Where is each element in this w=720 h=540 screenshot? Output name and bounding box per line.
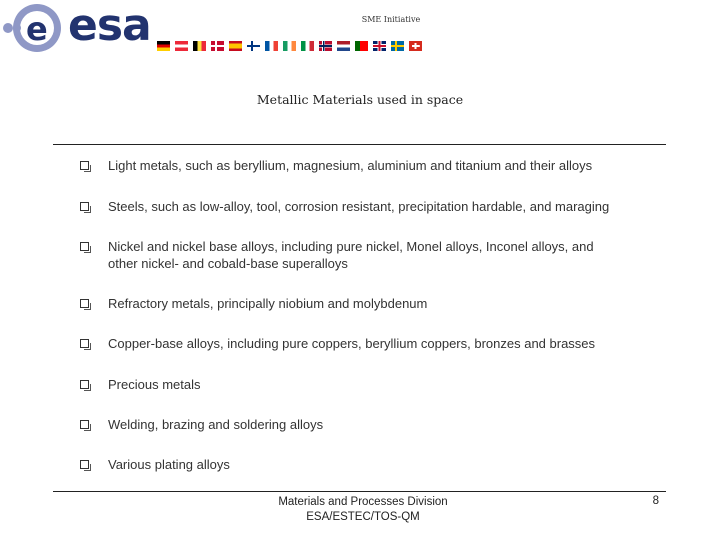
bullet-text-line: Light metals, such as beryllium, magnesium, aluminium and titanium and their alloys — [108, 158, 593, 173]
top-divider — [53, 144, 666, 145]
bullet-text-line: Steels, such as low-alloy, tool, corrosion resistant, precipitation hardable, and maraging — [108, 199, 610, 214]
sweden-flag-icon — [391, 41, 404, 51]
bullet-text-line: Various plating alloys — [108, 457, 230, 472]
switzerland-flag-icon — [409, 41, 422, 51]
bullet-item — [80, 416, 660, 433]
bullet-text — [108, 295, 427, 312]
footer-org-code: ESA/ESTEC/TOS-QM — [306, 511, 420, 523]
bullet-item — [80, 157, 660, 174]
bullet-text — [108, 416, 323, 433]
square-bullet-icon — [80, 202, 89, 211]
sme-initiative-label: SME Initiative — [361, 15, 421, 24]
square-bullet-icon — [80, 380, 89, 389]
finland-flag-icon — [247, 41, 260, 51]
denmark-flag-icon — [211, 41, 224, 51]
esa-logo — [0, 0, 160, 56]
bullet-item — [80, 376, 660, 393]
portugal-flag-icon — [355, 41, 368, 51]
bullet-text — [108, 376, 200, 393]
belgium-flag-icon — [193, 41, 206, 51]
bullet-text-line: other nickel- and cobald-base superalloys — [108, 256, 348, 271]
germany-flag-icon — [157, 41, 170, 51]
square-bullet-icon — [80, 242, 89, 251]
bullet-text — [108, 157, 592, 174]
bullet-text — [108, 456, 230, 473]
austria-flag-icon — [175, 41, 188, 51]
bullet-text — [108, 198, 609, 215]
logo-text: esa — [68, 0, 151, 51]
spain-flag-icon — [229, 41, 242, 51]
bullet-item — [80, 198, 660, 215]
ireland-flag-icon — [283, 41, 296, 51]
esa-logo-mark-icon — [0, 0, 70, 56]
france-flag-icon — [265, 41, 278, 51]
footer-division-name: Materials and Processes Division — [278, 496, 448, 508]
square-bullet-icon — [80, 460, 89, 469]
uk-flag-icon — [373, 41, 386, 51]
bottom-divider — [53, 491, 666, 492]
square-bullet-icon — [80, 420, 89, 429]
bullet-text — [108, 335, 595, 352]
svg-text:e: e — [26, 10, 48, 48]
bullet-text — [108, 238, 594, 272]
bullet-text-line: Welding, brazing and soldering alloys — [108, 417, 324, 432]
bullet-item — [80, 295, 660, 312]
bullet-text-line: Refractory metals, principally niobium and molybdenum — [108, 296, 428, 311]
square-bullet-icon — [80, 299, 89, 308]
footer-division — [0, 495, 720, 525]
member-state-flags — [157, 41, 422, 51]
square-bullet-icon — [80, 339, 89, 348]
bullet-text-line: Copper-base alloys, including pure coppers, beryllium coppers, bronzes and brasses — [108, 336, 596, 351]
slide-title: Metallic Materials used in space — [256, 92, 464, 107]
bullet-item — [80, 335, 660, 352]
page-number: 8 — [652, 495, 659, 507]
netherlands-flag-icon — [337, 41, 350, 51]
bullet-text-line: Precious metals — [108, 377, 201, 392]
square-bullet-icon — [80, 161, 89, 170]
bullet-text-line: Nickel and nickel base alloys, including pure nickel, Monel alloys, Inconel alloys, and — [108, 239, 594, 254]
bullet-item — [80, 456, 660, 473]
norway-flag-icon — [319, 41, 332, 51]
bullet-item — [80, 238, 660, 272]
italy-flag-icon — [301, 41, 314, 51]
